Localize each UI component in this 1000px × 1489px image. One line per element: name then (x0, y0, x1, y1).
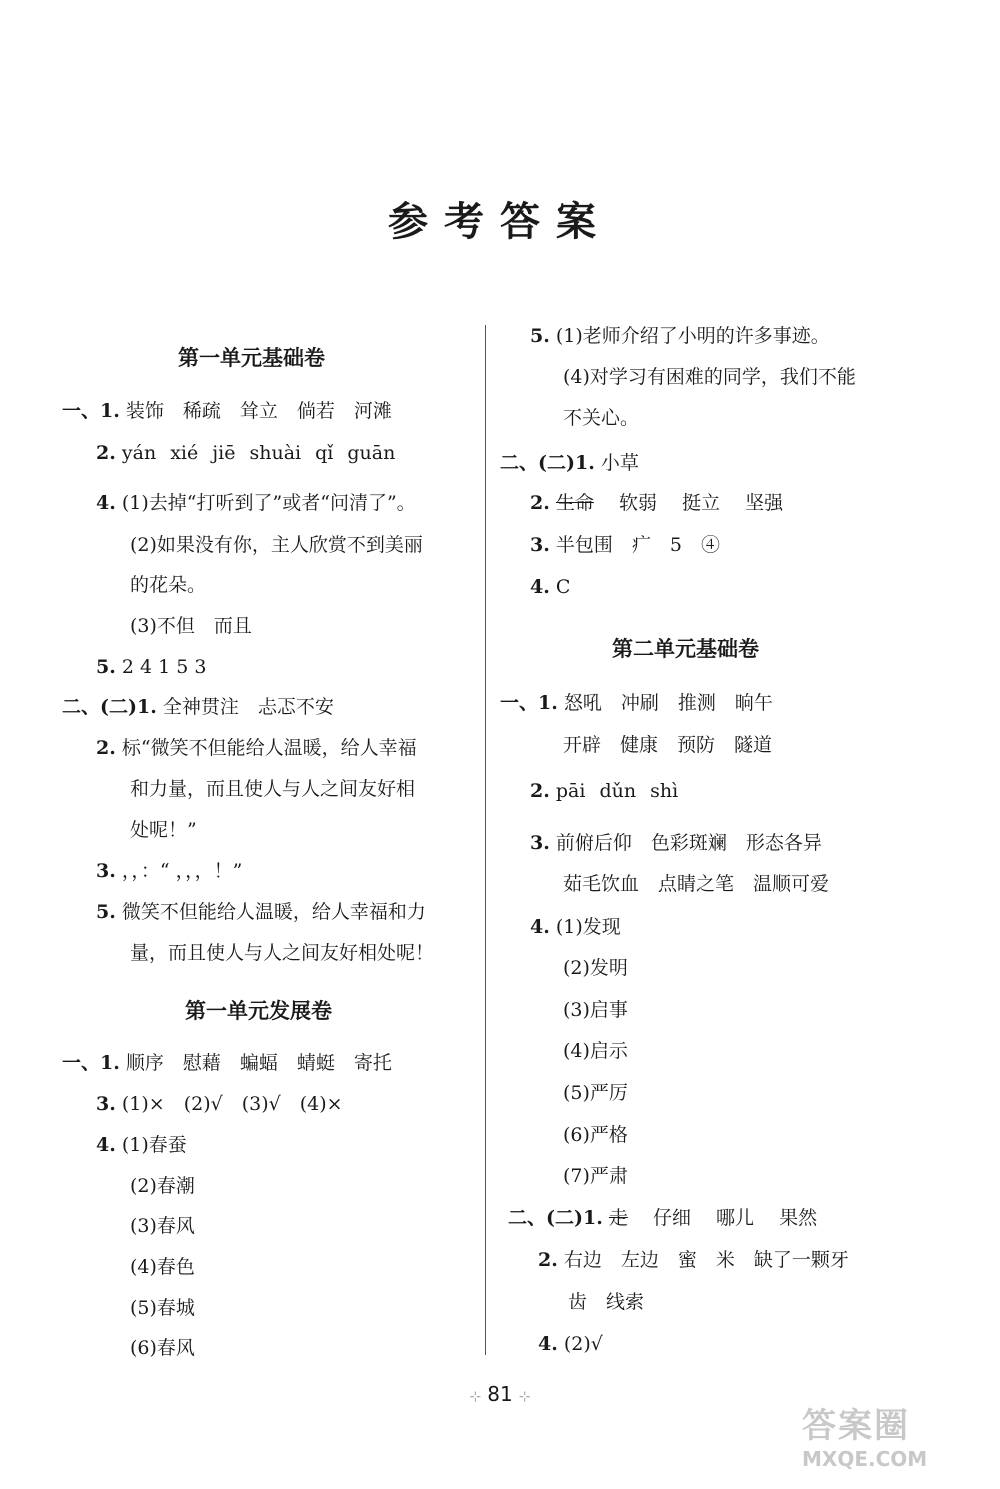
answer-line: (5)春城 (130, 1297, 195, 1319)
answer-line: 开辟 健康 预防 隧道 (563, 734, 773, 756)
answer-line: (3)启事 (563, 999, 628, 1021)
answer-line-pinyin: 2. yán xié jiē shuài qǐ guān (96, 442, 396, 464)
answer-line-pinyin: 2. pāi dǔn shì (530, 780, 679, 802)
answer-line: (2)如果没有你，主人欣赏不到美丽 (130, 534, 423, 556)
answer-line: 一、1. 装饰 稀疏 耸立 倘若 河滩 (62, 400, 392, 422)
answer-line: 处呢！” (130, 819, 197, 841)
answer-line: 二、(二)1. 走 仔细 哪儿 果然 (508, 1207, 818, 1229)
answer-line: 4. C (530, 576, 571, 598)
answer-line: 5. (1)老师介绍了小明的许多事迹。 (530, 325, 830, 347)
answer-line: (2)春潮 (130, 1175, 195, 1197)
answer-line: 4. (1)发现 (530, 916, 621, 938)
answer-line: 3. ，，：“ ，，，！” (96, 860, 243, 882)
answer-line: 5. 2 4 1 5 3 (96, 656, 207, 678)
answer-line: 2. 标“微笑不但能给人温暖，给人幸福 (96, 737, 417, 759)
answer-line: 2. 生命 软弱 挺立 坚强 (530, 492, 784, 514)
answer-line: 4. (2)√ (538, 1333, 603, 1355)
answer-line: 和力量，而且使人与人之间友好相 (130, 778, 416, 800)
page-number: ⊹ 81 ⊹ (469, 1382, 531, 1406)
page-number-left-ornament: ⊹ (469, 1389, 482, 1405)
answer-line: 一、1. 怒吼 冲刷 推测 晌午 (500, 692, 773, 714)
answer-line: (7)严肃 (563, 1165, 628, 1187)
answer-line: 二、(二)1. 全神贯注 忐忑不安 (62, 696, 334, 718)
page-number-right-ornament: ⊹ (518, 1389, 531, 1405)
answer-line: 齿 线索 (568, 1291, 645, 1313)
watermark-logo: 答案圈 MXQE.COM (802, 1406, 928, 1471)
answer-line: (6)严格 (563, 1124, 628, 1146)
answer-line: (4)对学习有困难的同学，我们不能 (563, 366, 856, 388)
section-heading-unit1-development: 第一单元发展卷 (185, 999, 332, 1023)
answer-line: (4)启示 (563, 1040, 628, 1062)
answer-line: 4. (1)去掉“打听到了”或者“问清了”。 (96, 492, 416, 514)
answer-line: 二、(二)1. 小草 (500, 452, 639, 474)
answer-line: 3. 半包围 疒 5 ④ (530, 534, 720, 556)
answer-line: 2. 右边 左边 蜜 米 缺了一颗牙 (538, 1249, 849, 1271)
answer-line: 3. (1)× (2)√ (3)√ (4)× (96, 1093, 343, 1115)
answer-line: 一、1. 顺序 慰藉 蝙蝠 蜻蜓 寄托 (62, 1052, 392, 1074)
page-title: 参考答案 (388, 198, 612, 245)
answer-line: (2)发明 (563, 957, 628, 979)
answer-line: 5. 微笑不但能给人温暖，给人幸福和力 (96, 901, 426, 923)
answer-line: 3. 前俯后仰 色彩斑斓 形态各异 (530, 832, 822, 854)
answer-line: (3)不但 而且 (130, 615, 252, 637)
column-divider (485, 325, 486, 1355)
answer-line: 的花朵。 (130, 574, 207, 596)
answer-line: 茹毛饮血 点睛之笔 温顺可爱 (563, 873, 830, 895)
answer-line: (5)严厉 (563, 1082, 628, 1104)
answer-line: 4. (1)春蚕 (96, 1134, 187, 1156)
answer-line: 量，而且使人与人之间友好相处呢！ (130, 942, 435, 964)
section-heading-unit2-basic: 第二单元基础卷 (612, 637, 759, 661)
section-heading-unit1-basic: 第一单元基础卷 (178, 346, 325, 370)
answer-line: (6)春风 (130, 1337, 195, 1359)
answer-line: 不关心。 (563, 407, 640, 429)
answer-line: (4)春色 (130, 1256, 195, 1278)
answer-line: (3)春风 (130, 1215, 195, 1237)
